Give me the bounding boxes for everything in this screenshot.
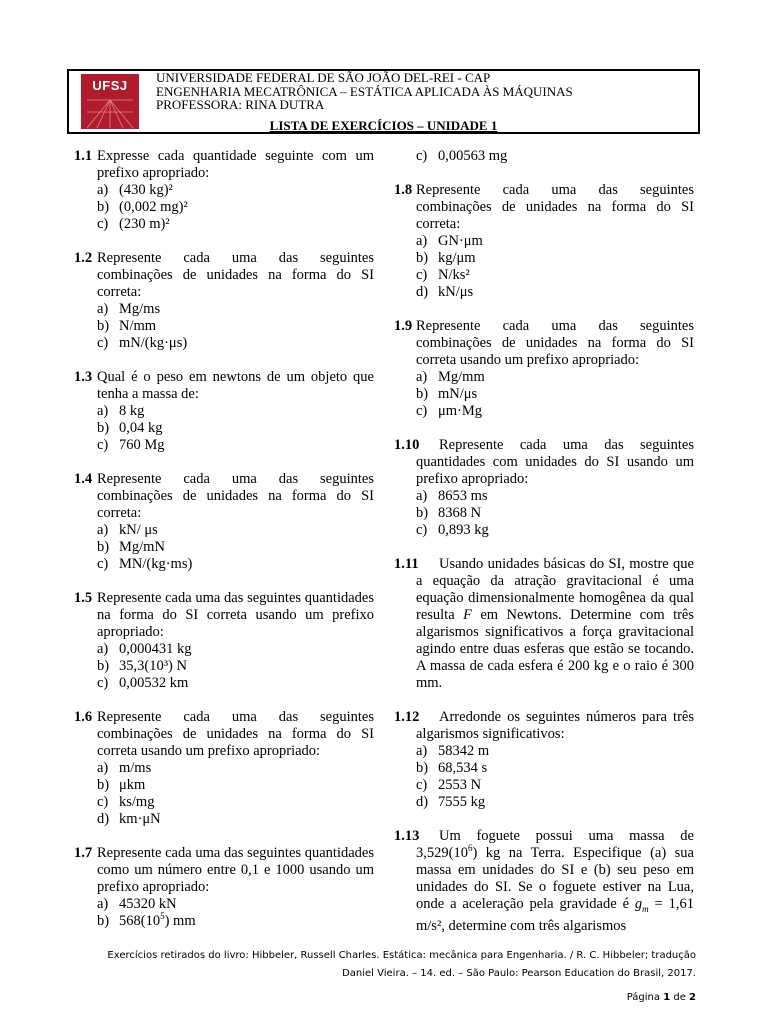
exercise-number: 1.3	[74, 369, 93, 385]
logo-text: UFSJ	[92, 78, 128, 93]
exercise-number: 1.7	[74, 845, 93, 861]
exercise-text: Um foguete possui uma massa de $3,529(10^6)$ kg na Terra. Especifique (a) sua massa em unidades do SI e (b) seu peso em unidades do SI. Se o foguete estiver na Lua, onde a aceleração pela gravidade é $g_m = 1,61$ m/s², determine com três algarismos	[416, 828, 694, 934]
list-item: c) N/ks²	[416, 267, 470, 283]
exercise-number: 1.1	[74, 148, 93, 164]
right-column	[394, 148, 694, 952]
list-item: d) kN/μs	[416, 284, 474, 300]
list-item: b) 0,04 kg	[97, 420, 163, 436]
exercise-text: Represente cada uma das seguintes combinações de unidades na forma do SI correta:	[416, 182, 694, 232]
exercise-1-11	[394, 556, 694, 692]
list-item: c) 0,893 kg	[416, 522, 489, 538]
exercise-text: Represente cada uma das seguintes quantidades na forma do SI correta usando um prefixo apropriado:	[97, 590, 374, 640]
exercise-number: 1.4	[74, 471, 93, 487]
exercise-text: Usando unidades básicas do SI, mostre que a equação da atração gravitacional é uma equação dimensionalmente homogênea da qual resulta F em Newtons. Determine com três algarismos significativos a força gravitacional agindo entre duas esferas que estão se tocando. A massa de cada esfera é 200 kg e o raio é 300 mm.	[416, 556, 695, 691]
list-item: b) kg/μm	[416, 250, 476, 266]
exercise-number: 1.9	[394, 318, 413, 334]
list-item: b) $568(10^5)$ mm	[97, 911, 196, 929]
exercise-number: 1.6	[74, 709, 93, 725]
list-item: b) 35,3(10³) N	[97, 658, 187, 674]
list-item: c) ks/mg	[97, 794, 155, 810]
exercise-1-10	[394, 437, 694, 539]
exercise-text: Represente cada uma das seguintes combinações de unidades na forma do SI correta:	[97, 250, 374, 300]
exercise-text: Arredonde os seguintes números para três algarismos significativos:	[416, 709, 694, 742]
list-item: a) Mg/mm	[416, 369, 485, 385]
list-item: a) GN·μm	[416, 233, 483, 249]
footer-line-1: Exercícios retirados do livro: Hibbeler, Russell Charles. Estática: mecânica para Engenharia. / R. C. Hibbeler; tradução	[107, 950, 696, 961]
list-item: b) 68,534 s	[416, 760, 488, 776]
list-item: a) (430 kg)²	[97, 182, 173, 198]
exercise-text: Represente cada uma das seguintes combinações de unidades na forma do SI correta usando um prefixo apropriado:	[416, 318, 694, 368]
document-header	[67, 69, 700, 134]
footer-citation	[56, 947, 696, 983]
list-item: a) 45320 kN	[97, 896, 177, 912]
exercise-text: Represente cada uma das seguintes quantidades como um número entre 0,1 e 1000 usando um prefixo apropriado:	[97, 845, 374, 895]
list-item: c) 2553 N	[416, 777, 482, 793]
list-item: c) μm·Mg	[416, 403, 483, 419]
list-item: d) km·μN	[97, 811, 161, 827]
list-item: a) 8 kg	[97, 403, 145, 419]
university-name: UNIVERSIDADE FEDERAL DE SÃO JOÃO DEL-REI - CAP	[156, 70, 491, 85]
exercise-1-1	[74, 148, 374, 233]
list-item: a) kN/ μs	[97, 522, 158, 538]
list-title: LISTA DE EXERCÍCIOS – UNIDADE 1	[269, 118, 498, 133]
list-item: b) Mg/mN	[97, 539, 165, 555]
exercise-number: 1.11	[394, 556, 419, 572]
exercise-1-3	[74, 369, 374, 454]
list-item: b) (0,002 mg)²	[97, 199, 188, 215]
list-item: c) 0,00532 km	[97, 675, 189, 691]
exercise-1-13	[394, 828, 694, 935]
list-item: c) MN/(kg·ms)	[97, 556, 193, 572]
exercise-1-5	[74, 590, 374, 692]
list-item: a) 8653 ms	[416, 488, 488, 504]
list-item: c) mN/(kg·μs)	[97, 335, 188, 351]
exercise-text: Represente cada uma das seguintes combinações de unidades na forma do SI correta usando um prefixo apropriado:	[97, 709, 374, 759]
exercise-text: Qual é o peso em newtons de um objeto que tenha a massa de:	[97, 369, 374, 402]
exercise-1-8	[394, 182, 694, 301]
professor-name: PROFESSORA: RINA DUTRA	[156, 97, 325, 112]
list-item: a) Mg/ms	[97, 301, 161, 317]
list-item: a) m/ms	[97, 760, 152, 776]
list-item: b) 8368 N	[416, 505, 482, 521]
list-item: b) μkm	[97, 777, 146, 793]
exercise-1-12	[394, 709, 694, 811]
list-item: c) (230 m)²	[97, 216, 170, 232]
exercise-number: 1.12	[394, 709, 420, 725]
exercise-1-6	[74, 709, 374, 828]
exercise-number: 1.2	[74, 250, 93, 266]
page-number: Página 1 de 2	[626, 992, 696, 1003]
exercise-number: 1.10	[394, 437, 420, 453]
footer-line-2: Daniel Vieira. – 14. ed. – São Paulo: Pearson Education do Brasil, 2017.	[342, 968, 696, 979]
left-column	[74, 148, 374, 947]
exercise-text: Represente cada uma das seguintes combinações de unidades na forma do SI correta:	[97, 471, 374, 521]
exercise-1-9	[394, 318, 694, 420]
exercise-1-4	[74, 471, 374, 573]
exercise-1-2	[74, 250, 374, 352]
course-name: ENGENHARIA MECATRÔNICA – ESTÁTICA APLICADA ÀS MÁQUINAS	[156, 83, 573, 99]
exercise-number: 1.5	[74, 590, 93, 606]
list-item: c) 760 Mg	[97, 437, 165, 453]
exercise-1-7	[74, 845, 374, 930]
list-item: b) N/mm	[97, 318, 157, 334]
list-item: c) 0,00563 mg	[416, 148, 508, 164]
exercise-text: Represente cada uma das seguintes quantidades com unidades do SI usando um prefixo apropriado:	[416, 437, 694, 487]
exercise-number: 1.13	[394, 828, 420, 844]
exercise-text: Expresse cada quantidade seguinte com um prefixo apropriado:	[97, 148, 374, 181]
list-item: a) 58342 m	[416, 743, 490, 759]
list-item: d) 7555 kg	[416, 794, 486, 810]
list-item: a) 0,000431 kg	[97, 641, 192, 657]
exercise-1-7-continued	[394, 148, 694, 165]
exercise-number: 1.8	[394, 182, 413, 198]
list-item: b) mN/μs	[416, 386, 478, 402]
